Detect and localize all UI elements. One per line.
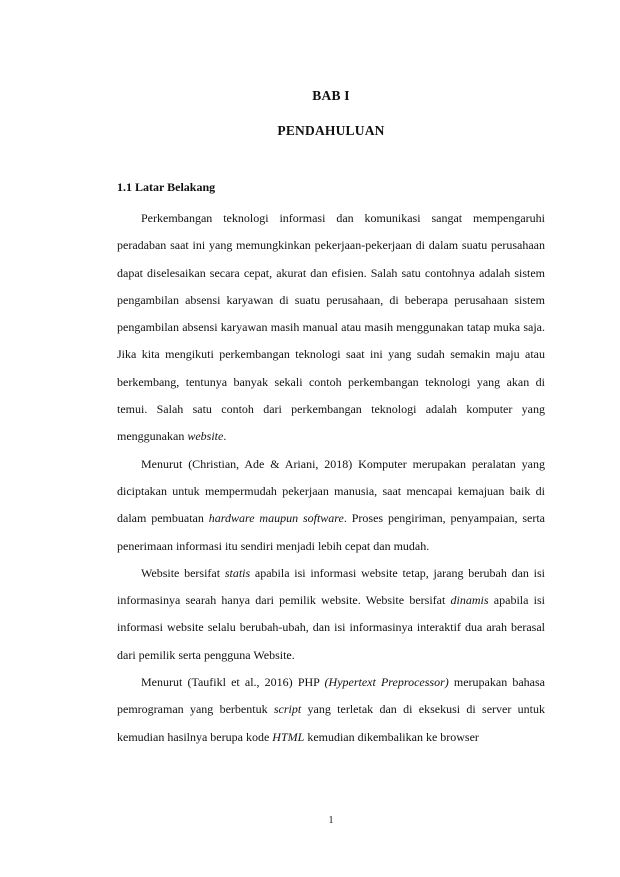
section-heading: 1.1 Latar Belakang	[117, 180, 216, 194]
text-run: .	[223, 429, 227, 444]
chapter-number: BAB I	[312, 88, 350, 103]
italic-term: (Hypertext Preprocessor)	[324, 675, 449, 690]
italic-term: dinamis	[450, 593, 489, 608]
chapter-title: PENDAHULUAN	[277, 123, 385, 138]
text-run: kemudian dikembalikan ke browser	[304, 729, 479, 744]
text-run: Menurut (Christian, Ade & Ariani, 2018) Komputer merupakan peralatan yang diciptakan untuk mempermudah pekerjaan manusia, saat mencapai kemajuan baik di dalam pembuatan	[117, 456, 545, 526]
text-run: yang terletak dan di eksekusi di server untuk kemudian hasilnya berupa kode	[117, 702, 545, 744]
text-run: Website bersifat	[141, 565, 225, 580]
text-run: apabila isi informasi website selalu berubah-ubah, dan isi informasinya interaktif dua arah berasal dari pemilik serta pengguna Website.	[117, 593, 546, 662]
italic-term: statis	[224, 565, 251, 580]
text-run: Perkembangan teknologi informasi dan komunikasi sangat mempengaruhi peradaban saat ini yang memungkinkan pekerjaan-pekerjaan di dalam suatu perusahaan dapat diselesaikan secara cepat, akurat dan efisien. Salah satu contohnya adalah sistem pengambilan absensi karyawan di suatu perusahaan, di beberapa perusahaan sistem pengambilan absensi karyawan masih manual atau masih menggunakan tatap muka saja. Jika kita mengikuti perkembangan teknologi saat ini yang sudah semakin maju atau berkembang, tentunya banyak sekali contoh perkembangan teknologi yang akan di temui. Salah satu contoh dari perkembangan teknologi adalah komputer yang menggunakan	[117, 211, 545, 444]
italic-term: website	[187, 429, 224, 444]
paragraph	[117, 669, 545, 751]
page-number: 1	[328, 815, 334, 826]
paragraph	[117, 451, 545, 560]
text-run: apabila isi informasi website tetap, jarang berubah dan isi informasinya searah hanya dari pemilik website. Website bersifat	[117, 565, 545, 608]
italic-term: script	[273, 702, 302, 717]
paragraph	[117, 560, 545, 669]
italic-term: HTML	[272, 729, 305, 744]
italic-term: hardware maupun software	[208, 511, 344, 526]
paragraph	[117, 205, 545, 451]
text-run: Menurut (Taufikl et al., 2016) PHP	[141, 675, 325, 690]
text-run: . Proses pengiriman, penyampaian, serta penerimaan informasi itu sendiri menjadi lebih cepat dan mudah.	[117, 511, 545, 553]
body-text	[117, 205, 545, 751]
text-run: merupakan bahasa pemrograman yang berbentuk	[117, 675, 545, 717]
